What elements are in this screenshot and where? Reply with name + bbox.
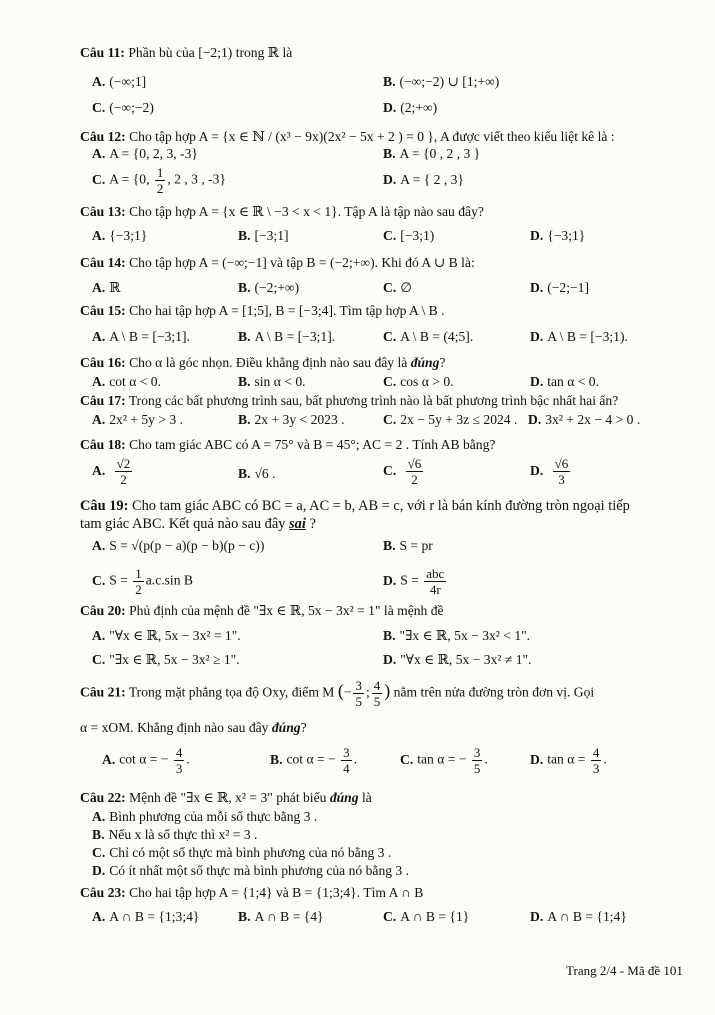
fraction: $\frac{4}{3}$ <box>592 745 600 776</box>
question-17: Câu 17: Trong các bất phương trình sau, bất phương trình nào là bất phương trình bậc nhất hai ẩn? <box>80 393 619 408</box>
fraction: $\frac{3}{5}$ <box>473 745 481 776</box>
q15-option-b: B. A \ B = [−3;1]. <box>238 329 336 344</box>
q21-option-b: B. cot α = − $\frac{3}{4}$ . <box>270 745 358 776</box>
question-12: Câu 12: Cho tập hợp A = {x ∈ ℕ / (x³ − 9x)(2x² − 5x + 2 ) = 0 }, A được viết theo kiểu liệt kê là : <box>80 129 615 144</box>
q22-option-d: D. Có ít nhất một số thực mà bình phương của nó bằng 3 . <box>92 863 410 878</box>
q13-option-b: B. [−3;1] <box>238 228 289 243</box>
q19-option-d: D. S = $\frac{\text{abc}}{4r}$ <box>383 566 445 597</box>
q18-option-b: B. √6 . <box>238 466 276 481</box>
q12-option-b: B. A = {0 , 2 , 3 } <box>383 146 481 161</box>
question-21-line2: α = xOM. Khẳng định nào sau đây đúng? <box>80 720 307 735</box>
q23-option-c: C. A ∩ B = {1} <box>383 909 470 924</box>
q14-option-d: D. (−2;−1] <box>530 280 589 295</box>
q17-option-b: B. 2x + 3y < 2023 . <box>238 412 345 427</box>
q15-option-a: A. A \ B = [−3;1]. <box>92 329 190 344</box>
q11-option-d: D. (2;+∞) <box>383 100 438 115</box>
question-11: Câu 11: Phần bù của [−2;1) trong ℝ là <box>80 45 293 60</box>
q14-option-b: B. (−2;+∞) <box>238 280 300 295</box>
fraction: $\frac{√6}{3}$ <box>554 456 569 487</box>
fraction: $\frac{1}{2}$ <box>156 165 164 196</box>
fraction: $\frac{3}{4}$ <box>343 745 350 776</box>
q13-option-d: D. {−3;1} <box>530 228 586 243</box>
question-14: Câu 14: Cho tập hợp A = (−∞;−1] và tập B = (−2;+∞). Khi đó A ∪ B là: <box>80 255 475 270</box>
q14-option-c: C. ∅ <box>383 280 413 295</box>
q11-option-b: B. (−∞;−2) ∪ [1;+∞) <box>383 74 500 89</box>
q20-option-b: B. "∃x ∈ ℝ, 5x − 3x² < 1". <box>383 628 531 643</box>
question-20: Câu 20: Phủ định của mệnh đề "∃x ∈ ℝ, 5x − 3x² = 1" là mệnh đề <box>80 603 444 618</box>
question-15: Câu 15: Cho hai tập hợp A = [1;5], B = [−3;4]. Tìm tập hợp A \ B . <box>80 303 445 318</box>
q23-option-a: A. A ∩ B = {1;3;4} <box>92 909 200 924</box>
question-13: Câu 13: Cho tập hợp A = {x ∈ ℝ \ −3 < x < 1}. Tập A là tập nào sau đây? <box>80 204 484 219</box>
q20-option-c: C. "∃x ∈ ℝ, 5x − 3x² ≥ 1". <box>92 652 240 667</box>
q13-option-a: A. {−3;1} <box>92 228 148 243</box>
q12-option-d: D. A = { 2 , 3} <box>383 172 464 187</box>
q16-option-b: B. sin α < 0. <box>238 374 306 389</box>
q22-option-c: C. Chỉ có một số thực mà bình phương của nó bằng 3 . <box>92 845 392 860</box>
question-16: Câu 16: Cho α là góc nhọn. Điều khẳng định nào sau đây là đúng? <box>80 355 446 370</box>
q12-option-c: C. A = {0, $\frac{1}{2}$ , 2 , 3 , -3} <box>92 165 227 196</box>
q21-option-d: D. tan α = $\frac{4}{3}$ . <box>530 745 607 776</box>
fraction: $\frac{√2}{2}$ <box>116 456 131 487</box>
q18-option-c: C. $\frac{√6}{2}$ <box>383 456 422 487</box>
fraction: $\frac{1}{2}$ <box>135 566 142 597</box>
q17-option-d: D. 3x² + 2x − 4 > 0 . <box>528 412 641 427</box>
q11-option-c: C. (−∞;−2) <box>92 100 154 115</box>
q16-option-d: D. tan α < 0. <box>530 374 600 389</box>
question-22: Câu 22: Mệnh đề "∃x ∈ ℝ, x² = 3" phát biểu đúng là <box>80 790 372 805</box>
q13-option-c: C. [−3;1) <box>383 228 435 243</box>
q17-option-c: C. 2x − 5y + 3z ≤ 2024 . <box>383 412 518 427</box>
question-19-line2: tam giác ABC. Kết quả nào sau đây sai ? <box>80 516 316 532</box>
q19-option-b: B. S = pr <box>383 538 433 553</box>
question-18: Câu 18: Cho tam giác ABC có A = 75° và B = 45°; AC = 2 . Tính AB bằng? <box>80 437 496 452</box>
q15-option-c: C. A \ B = (4;5]. <box>383 329 474 344</box>
q18-option-a: A. $\frac{√2}{2}$ <box>92 456 131 487</box>
page-footer: Trang 2/4 - Mã đề 101 <box>566 963 683 978</box>
fraction: $\frac{√6}{2}$ <box>407 456 422 487</box>
fraction: $\frac{4}{3}$ <box>175 745 183 776</box>
q22-option-a: A. Bình phương của mỗi số thực bằng 3 . <box>92 809 318 824</box>
q19-option-c: C. S = $\frac{1}{2}$ a.c.sin B <box>92 566 193 597</box>
q14-option-a: A. ℝ <box>92 280 121 295</box>
q23-option-d: D. A ∩ B = {1;4} <box>530 909 627 924</box>
q18-option-d: D. $\frac{√6}{3}$ <box>530 456 569 487</box>
fraction: $\frac{\text{abc}}{4r}$ <box>426 566 445 597</box>
q17-option-a: A. 2x² + 5y > 3 . <box>92 412 184 427</box>
q20-option-d: D. "∀x ∈ ℝ, 5x − 3x² ≠ 1". <box>383 652 532 667</box>
q16-option-c: C. cos α > 0. <box>383 374 454 389</box>
q22-option-b: B. Nếu x là số thực thì x² = 3 . <box>92 827 258 842</box>
q16-option-a: A. cot α < 0. <box>92 374 162 389</box>
fraction: $\frac{3}{5}$ <box>355 678 362 709</box>
q21-option-c: C. tan α = − $\frac{3}{5}$ . <box>400 745 488 776</box>
q11-option-a: A. (−∞;1] <box>92 74 147 89</box>
q15-option-d: D. A \ B = [−3;1). <box>530 329 628 344</box>
question-23: Câu 23: Cho hai tập hợp A = {1;4} và B = {1;3;4}. Tìm A ∩ B <box>80 885 424 900</box>
question-21: Câu 21: Trong mặt phẳng tọa độ Oxy, điểm M (− $\frac{3}{5}$ ; $\frac{4}{5}$ ) nằm trên nửa đường tròn đơn vị. Gọi <box>80 678 595 709</box>
q12-option-a: A. A = {0, 2, 3, -3} <box>92 146 198 161</box>
q23-option-b: B. A ∩ B = {4} <box>238 909 324 924</box>
q20-option-a: A. "∀x ∈ ℝ, 5x − 3x² = 1". <box>92 628 241 643</box>
q19-option-a: A. S = √(p(p − a)(p − b)(p − c)) <box>92 538 265 553</box>
q21-option-a: A. cot α = − $\frac{4}{3}$ . <box>102 745 190 776</box>
fraction: $\frac{4}{5}$ <box>373 678 381 709</box>
question-19: Câu 19: Cho tam giác ABC có BC = a, AC = b, AB = c, với r là bán kính đường tròn ngoại tiếp <box>80 498 630 514</box>
